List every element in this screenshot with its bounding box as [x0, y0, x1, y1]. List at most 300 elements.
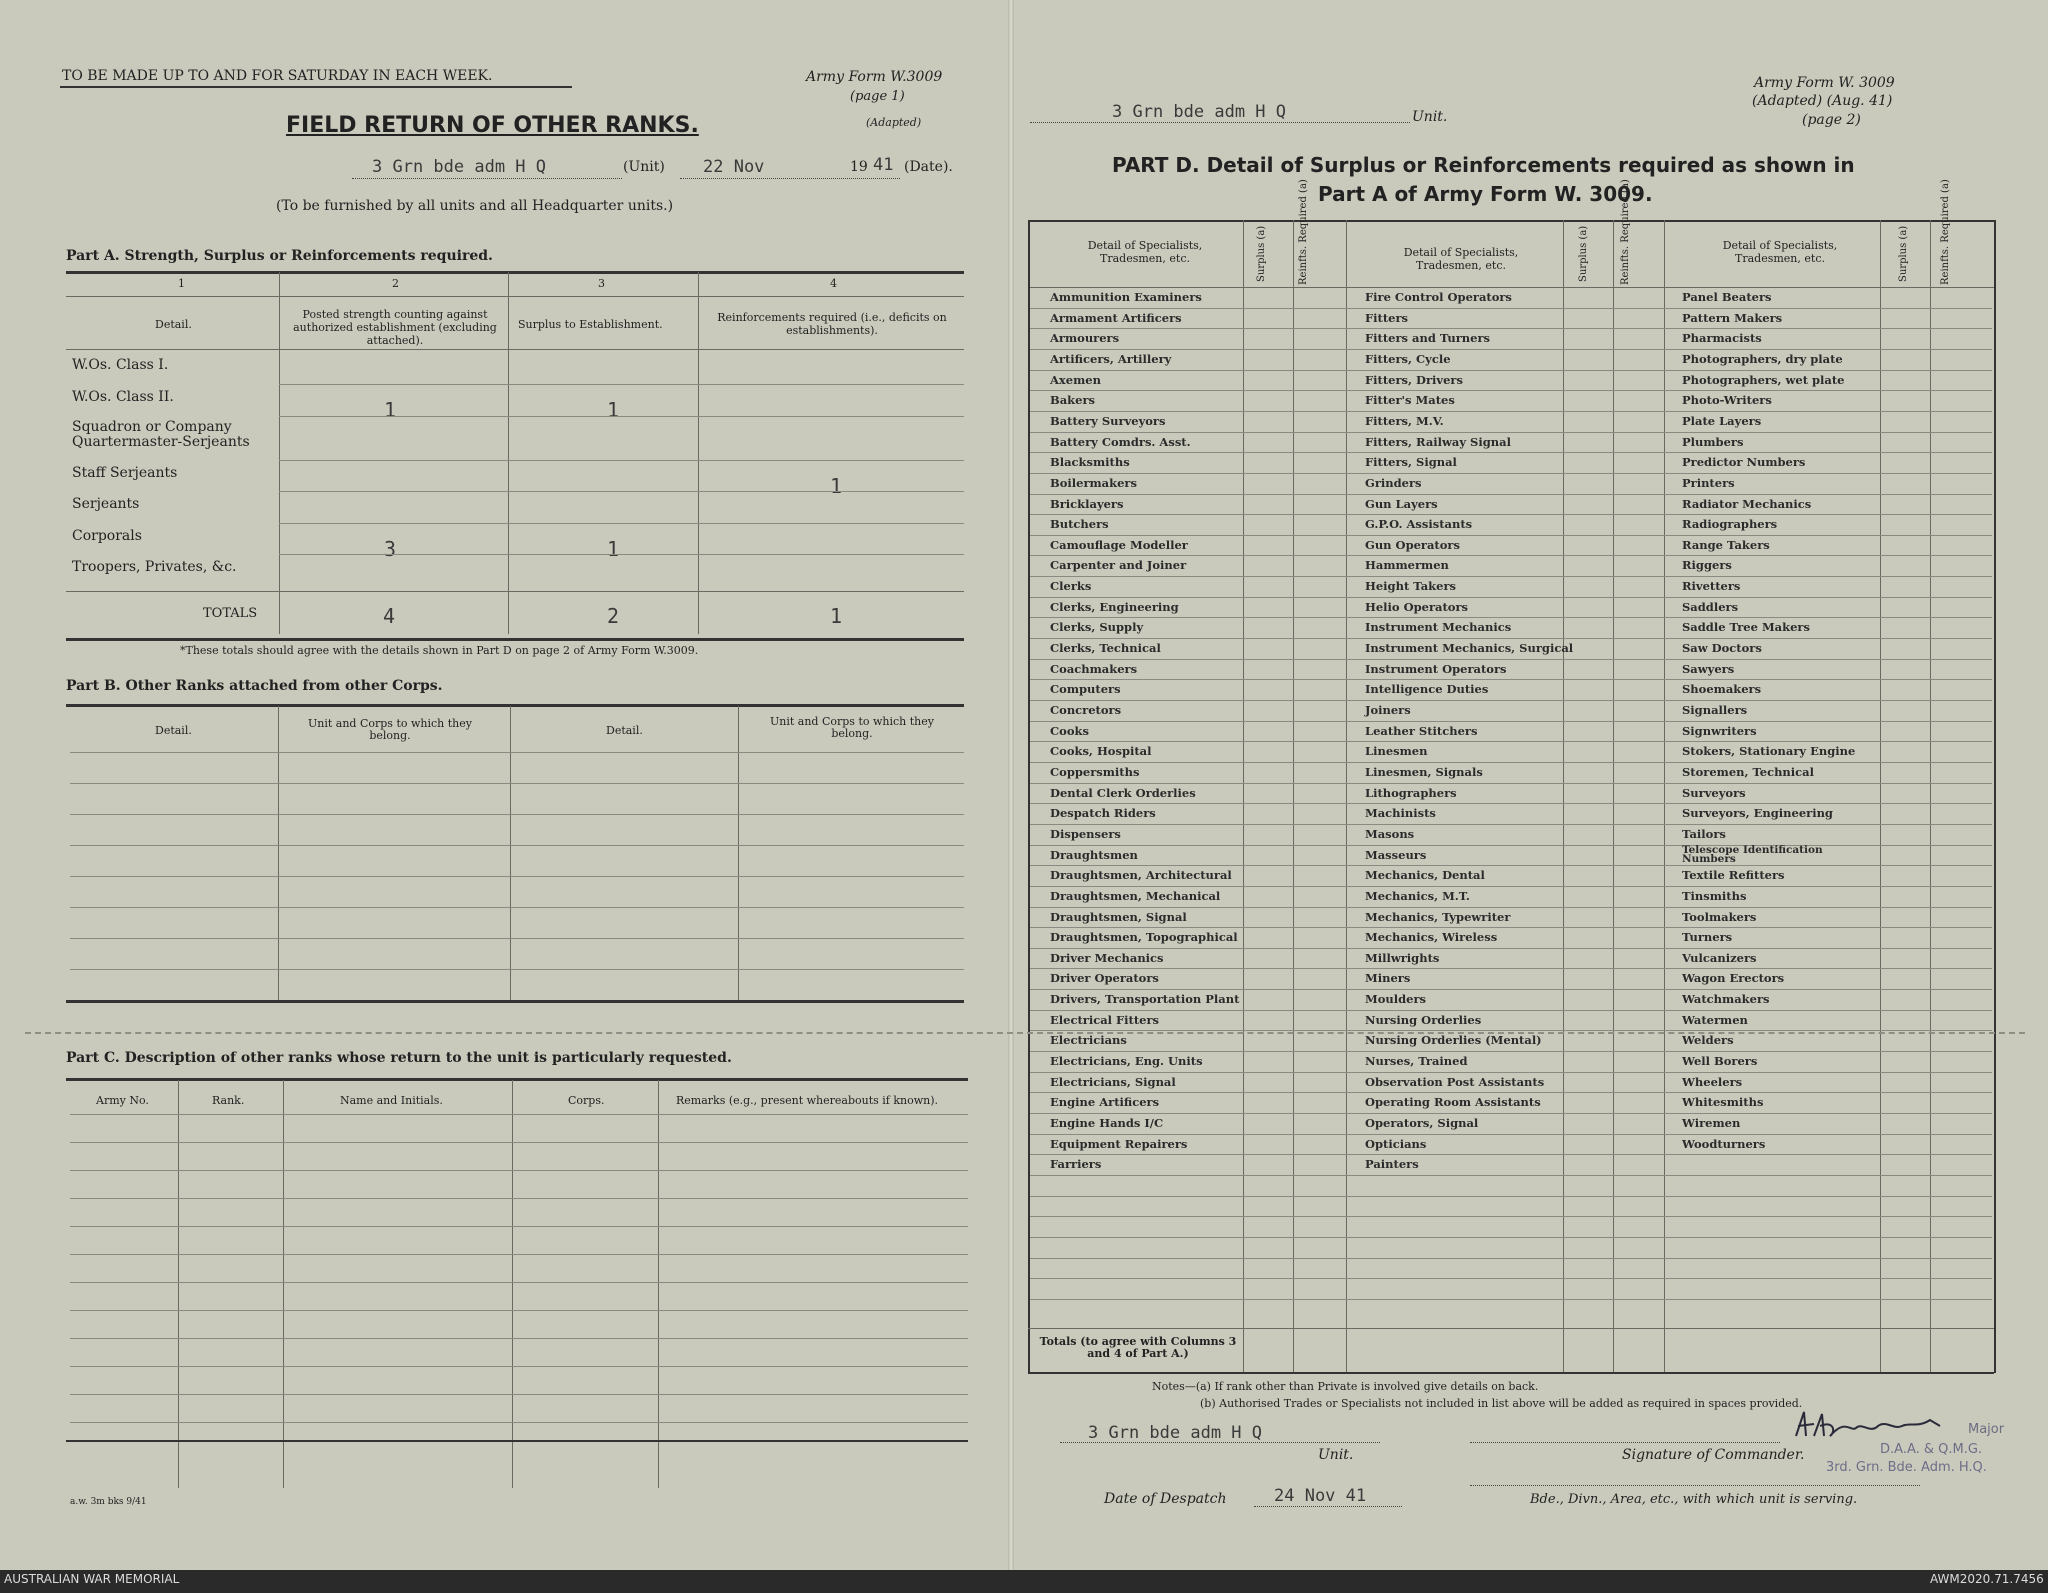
partD-row-line: [1030, 308, 1992, 309]
partC-row-line: [70, 1226, 968, 1227]
partD-top-rule: [1028, 220, 1994, 222]
partD-trade-label: G.P.O. Assistants: [1365, 517, 1473, 531]
partD-trade-label: Vulcanizers: [1682, 951, 1757, 965]
partD-trade-label: Linesmen: [1365, 744, 1428, 758]
partD-trade-label: Fire Control Operators: [1365, 290, 1512, 304]
partB-title: Part B. Other Ranks attached from other Corps.: [66, 678, 443, 694]
partD-row-line: [1030, 1278, 1992, 1279]
footer-right: AWM2020.71.7456: [1930, 1572, 2044, 1586]
partD-trade-label: Bakers: [1050, 393, 1095, 407]
partD-row-line: [1030, 1010, 1992, 1011]
partB-row-line: [70, 876, 964, 877]
partC-header-remarks: Remarks (e.g., present whereabouts if known).: [676, 1094, 939, 1107]
partB-row-line: [70, 752, 964, 753]
partD-trade-label: Woodturners: [1682, 1137, 1766, 1151]
partD-trade-label: Printers: [1682, 476, 1735, 490]
partD-row-line: [1030, 349, 1992, 350]
partD-trade-label: Toolmakers: [1682, 910, 1757, 924]
partD-row-line: [1030, 721, 1992, 722]
partD-surplus-header-3: Surplus (a): [1898, 225, 1909, 282]
partC-row-line: [70, 1394, 968, 1395]
footer-left: AUSTRALIAN WAR MEMORIAL: [4, 1572, 180, 1586]
partC-row-line: [70, 1282, 968, 1283]
partD-trade-label: Plumbers: [1682, 435, 1744, 449]
year-prefix: 19: [850, 159, 868, 175]
partD-row-line: [1030, 907, 1992, 908]
partD-trade-label: Axemen: [1050, 373, 1101, 387]
partD-row-line: [1030, 700, 1992, 701]
partD-trade-label: Bricklayers: [1050, 497, 1124, 511]
partD-row-line: [1030, 803, 1992, 804]
partC-header-rank: Rank.: [212, 1094, 245, 1107]
partB-row-line: [70, 969, 964, 970]
partD-trade-label: Tailors: [1682, 827, 1726, 841]
partD-trade-label: Draughtsmen: [1050, 848, 1138, 862]
partD-row-line: [1030, 452, 1992, 453]
partD-trade-label: Draughtsmen, Signal: [1050, 910, 1187, 924]
partA-header-rule: [66, 296, 964, 297]
bde-dotted-line: [1470, 1485, 1920, 1486]
perforation-line: [25, 1032, 2025, 1034]
partA-row-divider: [279, 554, 964, 555]
partA-totals-top-rule: [66, 591, 964, 592]
partD-trade-label: Saddlers: [1682, 600, 1739, 614]
partA-row-divider: [279, 523, 964, 524]
partD-col-divider: [1994, 220, 1996, 1373]
partD-trade-label: Rivetters: [1682, 579, 1741, 593]
partD-trade-label: Mechanics, Dental: [1365, 868, 1485, 882]
partD-trade-label: Gun Operators: [1365, 538, 1460, 552]
partD-trade-label: Dental Clerk Orderlies: [1050, 786, 1196, 800]
partD-reinf-header-1: Reinfts. Required (a): [1298, 179, 1309, 285]
partD-trade-label: Lithographers: [1365, 786, 1457, 800]
partD-trade-label: Dispensers: [1050, 827, 1121, 841]
partD-header-rule: [1028, 287, 1994, 288]
partA-row-label: W.Os. Class II.: [72, 389, 174, 405]
partD-row-line: [1030, 1072, 1992, 1073]
right-unit-dotted-line: [1030, 122, 1410, 123]
partB-row-line: [70, 845, 964, 846]
partD-row-line: [1030, 370, 1992, 371]
partD-reinf-header-2: Reinfts. Required (a): [1620, 179, 1631, 285]
partC-row-line: [70, 1198, 968, 1199]
partD-row-line: [1030, 679, 1992, 680]
partD-trade-label: Signallers: [1682, 703, 1748, 717]
partA-header-bottom-rule: [66, 349, 964, 350]
unit-label: (Unit): [623, 159, 665, 175]
partD-row-line: [1030, 1092, 1992, 1093]
partB-col-divider-1: [278, 706, 279, 1000]
partD-trade-label: Wagon Erectors: [1682, 971, 1785, 985]
partD-trade-label: Joiners: [1365, 703, 1411, 717]
partD-trade-label: Wheelers: [1682, 1075, 1743, 1089]
partD-trade-label: Tinsmiths: [1682, 889, 1747, 903]
partC-title: Part C. Description of other ranks whose return to the unit is particularly requested.: [66, 1050, 732, 1066]
partD-trade-label: Opticians: [1365, 1137, 1427, 1151]
partA-colnum-4: 4: [830, 277, 837, 290]
partA-row-label: Serjeants: [72, 496, 140, 512]
partD-trade-label: Engine Hands I/C: [1050, 1116, 1164, 1130]
partD-trade-label: Surveyors: [1682, 786, 1746, 800]
partC-row-line: [70, 1114, 968, 1115]
partD-trade-label: Farriers: [1050, 1157, 1102, 1171]
signature-label: Signature of Commander.: [1622, 1447, 1805, 1463]
partD-trade-label: Fitters, M.V.: [1365, 414, 1444, 428]
partA-total-reinf: 1: [830, 604, 843, 628]
partD-row-line: [1030, 328, 1992, 329]
partD-trade-label: Miners: [1365, 971, 1411, 985]
partD-row-line: [1030, 948, 1992, 949]
partD-trade-label: Sawyers: [1682, 662, 1735, 676]
partD-trade-label: Stokers, Stationary Engine: [1682, 744, 1856, 758]
partC-row-line: [70, 1254, 968, 1255]
partD-trade-label: Draughtsmen, Architectural: [1050, 868, 1232, 882]
printer-mark: a.w. 3m bks 9/41: [70, 1497, 147, 1507]
commander-signature: [1790, 1406, 1960, 1446]
partD-row-line: [1030, 1134, 1992, 1135]
partD-trade-label: Gun Layers: [1365, 497, 1438, 511]
partD-trade-label: Photographers, wet plate: [1682, 373, 1845, 387]
partA-row-divider: [279, 416, 964, 417]
partC-row-line: [70, 1310, 968, 1311]
despatch-dotted-line: [1254, 1506, 1402, 1507]
partD-col-divider: [1930, 220, 1931, 1373]
partD-col-divider: [1664, 220, 1665, 1373]
partD-trade-label: Surveyors, Engineering: [1682, 806, 1833, 820]
date-dotted-line: [680, 178, 900, 179]
partD-row-line: [1030, 411, 1992, 412]
partD-trade-label: Storemen, Technical: [1682, 765, 1814, 779]
partA-row-label: Staff Serjeants: [72, 465, 178, 481]
partD-col-divider: [1028, 220, 1030, 1373]
partD-trade-label: Hammermen: [1365, 558, 1449, 572]
partD-trade-label: Battery Comdrs. Asst.: [1050, 435, 1191, 449]
partD-trade-label: Mechanics, Wireless: [1365, 930, 1498, 944]
partD-trade-label: Photographers, dry plate: [1682, 352, 1843, 366]
bottom-unit-value: 3 Grn bde adm H Q: [1088, 1423, 1262, 1443]
partD-col-divider: [1880, 220, 1881, 1373]
unit-value: 3 Grn bde adm H Q: [372, 157, 546, 177]
partD-trade-label: Intelligence Duties: [1365, 682, 1489, 696]
partD-header-col1: Detail of Specialists, Tradesmen, etc.: [1087, 239, 1203, 265]
partC-bottom-rule: [66, 1440, 968, 1442]
partD-trade-label: Well Borers: [1682, 1054, 1758, 1068]
bde-label: Bde., Divn., Area, etc., with which unit is serving.: [1530, 1492, 1858, 1507]
partD-trade-label: Fitters, Railway Signal: [1365, 435, 1511, 449]
partD-trade-label: Battery Surveyors: [1050, 414, 1166, 428]
partD-trade-label: Operating Room Assistants: [1365, 1095, 1541, 1109]
partD-row-line: [1030, 762, 1992, 763]
partD-trade-label: Clerks, Technical: [1050, 641, 1161, 655]
signature-dotted-line: [1470, 1442, 1780, 1443]
partB-col-divider-2: [510, 706, 511, 1000]
partD-row-line: [1030, 659, 1992, 660]
form-number: Army Form W.3009: [806, 69, 943, 85]
partD-trade-label: Watchmakers: [1682, 992, 1770, 1006]
stamp-line2: 3rd. Grn. Bde. Adm. H.Q.: [1826, 1460, 1987, 1475]
partD-trade-label: Saw Doctors: [1682, 641, 1762, 655]
partD-row-line: [1030, 432, 1992, 433]
partD-col-divider: [1346, 220, 1347, 1373]
partD-trade-label: Electricians: [1050, 1033, 1127, 1047]
partB-row-line: [70, 814, 964, 815]
partD-col-divider: [1563, 220, 1564, 1373]
top-instruction: TO BE MADE UP TO AND FOR SATURDAY IN EACH WEEK.: [62, 68, 493, 84]
partD-trade-label: Signwriters: [1682, 724, 1757, 738]
partD-totals-label: Totals (to agree with Columns 3 and 4 of Part A.): [1039, 1335, 1237, 1360]
furnish-note: (To be furnished by all units and all Headquarter units.): [276, 198, 674, 214]
partD-trade-label: Telescope Identification Numbers: [1682, 844, 1823, 865]
partD-trade-label: Clerks: [1050, 579, 1092, 593]
partD-trade-label: Instrument Mechanics, Surgical: [1365, 641, 1574, 655]
partD-row-line: [1030, 617, 1992, 618]
partD-row-line: [1030, 494, 1992, 495]
partD-trade-label: Despatch Riders: [1050, 806, 1156, 820]
partD-row-line: [1030, 1051, 1992, 1052]
partD-trade-label: Equipment Repairers: [1050, 1137, 1188, 1151]
partA-header-posted: Posted strength counting against authorized establishment (excluding attached).: [293, 308, 497, 347]
partD-trade-label: Whitesmiths: [1682, 1095, 1764, 1109]
partC-row-line: [70, 1422, 968, 1423]
partD-trade-label: Clerks, Engineering: [1050, 600, 1179, 614]
partA-row-divider: [279, 384, 964, 385]
partD-trade-label: Watermen: [1682, 1013, 1748, 1027]
partD-trade-label: Fitters: [1365, 311, 1409, 325]
partD-row-line: [1030, 473, 1992, 474]
partC-top-rule: [66, 1078, 968, 1081]
partD-trade-label: Welders: [1682, 1033, 1734, 1047]
partD-trade-label: Fitters, Signal: [1365, 455, 1457, 469]
partA-row-divider: [279, 491, 964, 492]
partD-trade-label: Coachmakers: [1050, 662, 1138, 676]
partD-row-line: [1030, 927, 1992, 928]
partD-row-line: [1030, 597, 1992, 598]
partD-trade-label: Engine Artificers: [1050, 1095, 1160, 1109]
partD-trade-label: Instrument Operators: [1365, 662, 1507, 676]
partC-header-armyno: Army No.: [96, 1094, 149, 1107]
partD-trade-label: Fitters and Turners: [1365, 331, 1491, 345]
partD-row-line: [1030, 1237, 1992, 1238]
partA-colnum-1: 1: [178, 277, 185, 290]
page-number: (page 1): [850, 89, 905, 104]
partD-row-line: [1030, 865, 1992, 866]
partA-row-label: W.Os. Class I.: [72, 357, 169, 373]
partB-row-line: [70, 938, 964, 939]
partD-col-divider: [1293, 220, 1294, 1373]
partD-trade-label: Instrument Mechanics: [1365, 620, 1512, 634]
bottom-unit-label: Unit.: [1318, 1447, 1354, 1463]
partD-row-line: [1030, 989, 1992, 990]
partD-title-line1: PART D. Detail of Surplus or Reinforcements required as shown in: [1112, 153, 1855, 177]
partA-total-posted: 4: [383, 604, 396, 628]
partD-row-line: [1030, 886, 1992, 887]
partD-trade-label: Masons: [1365, 827, 1415, 841]
partD-trade-label: Coppersmiths: [1050, 765, 1140, 779]
partB-top-rule: [66, 704, 964, 707]
partB-bottom-rule: [66, 1000, 964, 1003]
partD-trade-label: Nursing Orderlies: [1365, 1013, 1482, 1027]
partD-trade-label: Carpenter and Joiner: [1050, 558, 1187, 572]
partD-trade-label: Observation Post Assistants: [1365, 1075, 1545, 1089]
partD-trade-label: Millwrights: [1365, 951, 1440, 965]
partD-trade-label: Painters: [1365, 1157, 1419, 1171]
partD-row-line: [1030, 390, 1992, 391]
partD-trade-label: Driver Mechanics: [1050, 951, 1164, 965]
partD-trade-label: Ammunition Examiners: [1050, 290, 1202, 304]
partD-trade-label: Fitters, Cycle: [1365, 352, 1451, 366]
partD-totals-top-rule: [1028, 1328, 1994, 1329]
partD-trade-label: Radiographers: [1682, 517, 1778, 531]
partD-trade-label: Driver Operators: [1050, 971, 1159, 985]
bottom-unit-dotted-line: [1060, 1442, 1380, 1443]
partD-row-line: [1030, 1113, 1992, 1114]
partA-header-surplus: Surplus to Establishment.: [518, 318, 663, 331]
partA-bottom-rule: [66, 638, 964, 641]
partD-trade-label: Armament Artificers: [1050, 311, 1182, 325]
partD-trade-label: Concretors: [1050, 703, 1122, 717]
partA-footnote: *These totals should agree with the details shown in Part D on page 2 of Army Form W.3009.: [180, 644, 699, 657]
partD-trade-label: Camouflage Modeller: [1050, 538, 1188, 552]
partD-row-line: [1030, 555, 1992, 556]
partA-row-label: Corporals: [72, 528, 142, 544]
partA-row-label: Squadron or Company Quartermaster-Serjeants: [72, 419, 250, 450]
partD-row-line: [1030, 535, 1992, 536]
partA-surplus-value: 1: [607, 537, 620, 561]
partD-trade-label: Blacksmiths: [1050, 455, 1130, 469]
partD-trade-label: Pattern Makers: [1682, 311, 1783, 325]
partD-trade-label: Panel Beaters: [1682, 290, 1772, 304]
partB-header-unit-2: Unit and Corps to which they belong.: [770, 715, 934, 740]
partC-row-line: [70, 1338, 968, 1339]
partA-posted-value: 1: [384, 398, 397, 422]
despatch-value: 24 Nov 41: [1274, 1486, 1367, 1506]
note-b: (b) Authorised Trades or Specialists not included in list above will be added as required in spaces provided.: [1200, 1397, 1803, 1410]
partD-row-line: [1030, 1258, 1992, 1259]
partD-trade-label: Operators, Signal: [1365, 1116, 1479, 1130]
partD-trade-label: Plate Layers: [1682, 414, 1762, 428]
partD-trade-label: Riggers: [1682, 558, 1732, 572]
partD-trade-label: Draughtsmen, Topographical: [1050, 930, 1238, 944]
partA-totals-label: TOTALS: [203, 606, 258, 621]
partD-row-line: [1030, 824, 1992, 825]
fold-line: [1008, 0, 1014, 1570]
partD-trade-label: Drivers, Transportation Plant: [1050, 992, 1240, 1006]
partB-header-detail-2: Detail.: [606, 724, 643, 737]
partD-trade-label: Moulders: [1365, 992, 1427, 1006]
partA-reinf-value: 1: [830, 474, 843, 498]
partD-trade-label: Textile Refitters: [1682, 868, 1785, 882]
adapted-note: (Adapted): [866, 116, 922, 129]
partC-row-line: [70, 1366, 968, 1367]
partD-row-line: [1030, 783, 1992, 784]
partD-trade-label: Fitters, Drivers: [1365, 373, 1463, 387]
partD-trade-label: Artificers, Artillery: [1050, 352, 1172, 366]
partD-trade-label: Butchers: [1050, 517, 1109, 531]
right-unit-value: 3 Grn bde adm H Q: [1112, 102, 1286, 122]
stamp-line1: D.A.A. & Q.M.G.: [1880, 1442, 1983, 1457]
partD-trade-label: Radiator Mechanics: [1682, 497, 1812, 511]
partB-row-line: [70, 783, 964, 784]
partD-trade-label: Grinders: [1365, 476, 1422, 490]
partD-trade-label: Mechanics, M.T.: [1365, 889, 1470, 903]
right-adapted: (Adapted) (Aug. 41): [1752, 93, 1893, 109]
right-page-number: (page 2): [1802, 112, 1861, 128]
unit-dotted-line: [352, 178, 622, 179]
partA-col-divider-3: [698, 272, 699, 634]
partD-trade-label: Electrical Fitters: [1050, 1013, 1160, 1027]
sig-rank: Major: [1968, 1422, 2005, 1437]
partD-trade-label: Computers: [1050, 682, 1121, 696]
partA-top-rule: [66, 271, 964, 274]
partD-trade-label: Mechanics, Typewriter: [1365, 910, 1511, 924]
partB-header-detail-1: Detail.: [155, 724, 192, 737]
partD-header-col2: Detail of Specialists, Tradesmen, etc.: [1403, 246, 1519, 272]
partB-row-line: [70, 907, 964, 908]
partD-surplus-header-1: Surplus (a): [1256, 225, 1267, 282]
partA-posted-value: 3: [384, 537, 397, 561]
partD-row-line: [1030, 1154, 1992, 1155]
partD-reinf-header-3: Reinfts. Required (a): [1940, 179, 1951, 285]
partD-trade-label: Machinists: [1365, 806, 1436, 820]
partD-row-line: [1030, 1175, 1992, 1176]
partD-row-line: [1030, 1030, 1992, 1031]
partD-trade-label: Cooks, Hospital: [1050, 744, 1152, 758]
partD-row-line: [1030, 514, 1992, 515]
partD-row-line: [1030, 1216, 1992, 1217]
partD-trade-label: Pharmacists: [1682, 331, 1762, 345]
partA-row-label: Troopers, Privates, &c.: [72, 559, 237, 575]
partD-trade-label: Draughtsmen, Mechanical: [1050, 889, 1221, 903]
partD-bottom-rule: [1028, 1372, 1994, 1374]
partA-total-surplus: 2: [607, 604, 620, 628]
partD-trade-label: Range Takers: [1682, 538, 1770, 552]
partD-trade-label: Predictor Numbers: [1682, 455, 1806, 469]
partD-header-col3: Detail of Specialists, Tradesmen, etc.: [1722, 239, 1838, 265]
partD-trade-label: Turners: [1682, 930, 1733, 944]
date-label: (Date).: [904, 159, 953, 175]
partD-col-divider: [1243, 220, 1244, 1373]
right-unit-label: Unit.: [1412, 109, 1448, 125]
partD-trade-label: Nurses, Trained: [1365, 1054, 1468, 1068]
partD-trade-label: Fitter's Mates: [1365, 393, 1455, 407]
partC-row-line: [70, 1170, 968, 1171]
partD-row-line: [1030, 1299, 1992, 1300]
right-form-number: Army Form W. 3009: [1754, 75, 1895, 91]
despatch-label: Date of Despatch: [1104, 1491, 1227, 1507]
partD-row-line: [1030, 1196, 1992, 1197]
partD-title-line2: Part A of Army Form W. 3009.: [1318, 182, 1653, 206]
partA-header-reinf: Reinforcements required (i.e., deficits on establishments).: [717, 311, 947, 337]
partD-col-divider: [1613, 220, 1614, 1373]
partA-colnum-3: 3: [598, 277, 605, 290]
partD-trade-label: Shoemakers: [1682, 682, 1762, 696]
partD-trade-label: Photo-Writers: [1682, 393, 1772, 407]
partD-row-line: [1030, 741, 1992, 742]
partD-trade-label: Cooks: [1050, 724, 1089, 738]
partD-row-line: [1030, 576, 1992, 577]
partA-col-divider-1: [279, 272, 280, 634]
partA-col-divider-2: [508, 272, 509, 634]
partD-trade-label: Armourers: [1050, 331, 1120, 345]
partD-trade-label: Electricians, Eng. Units: [1050, 1054, 1203, 1068]
partD-trade-label: Saddle Tree Makers: [1682, 620, 1810, 634]
partD-trade-label: Linesmen, Signals: [1365, 765, 1483, 779]
year-value: 41: [873, 155, 894, 175]
partD-trade-label: Electricians, Signal: [1050, 1075, 1176, 1089]
partD-surplus-header-2: Surplus (a): [1578, 225, 1589, 282]
partC-header-corps: Corps.: [568, 1094, 605, 1107]
partD-trade-label: Helio Operators: [1365, 600, 1468, 614]
